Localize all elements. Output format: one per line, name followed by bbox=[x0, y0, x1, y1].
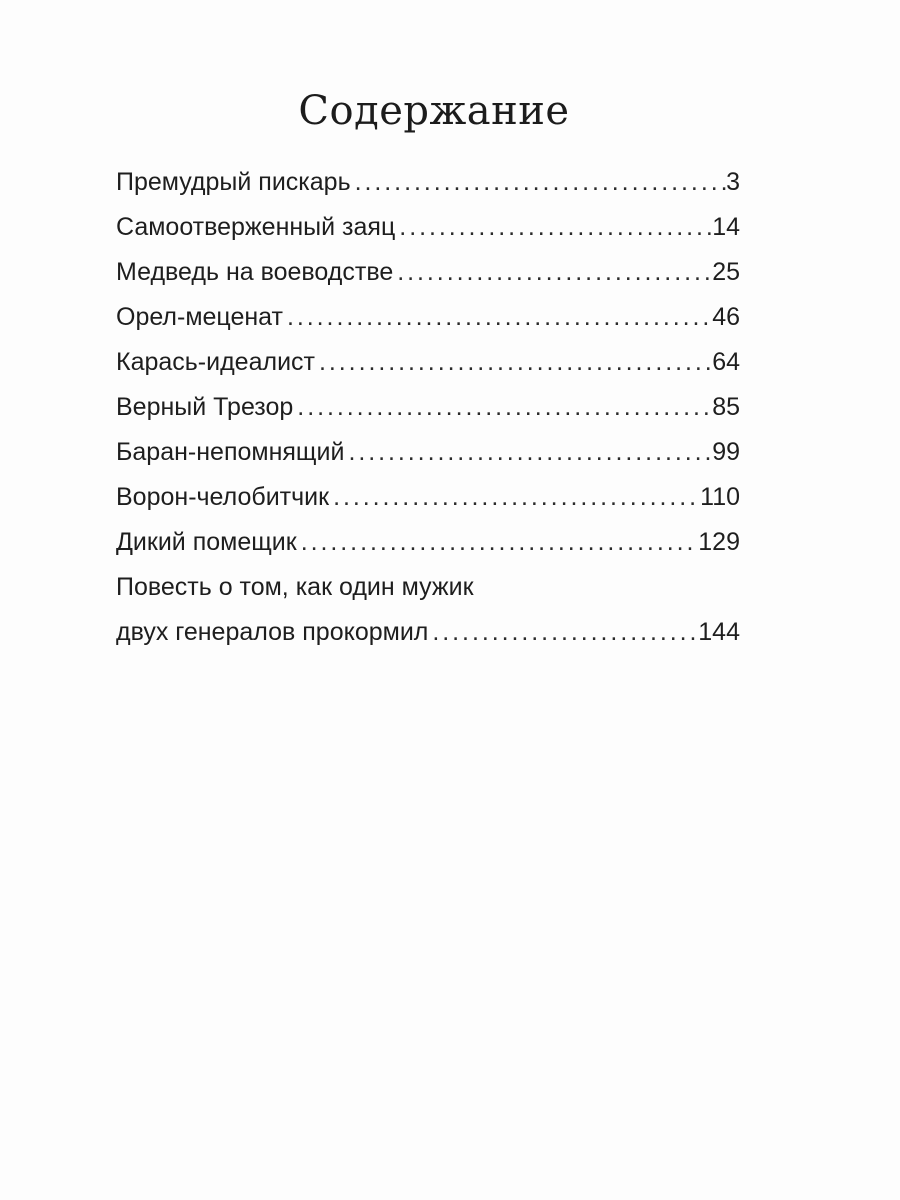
toc-leader-dots bbox=[428, 610, 698, 655]
toc-entry[interactable] bbox=[116, 160, 740, 205]
toc-entry[interactable] bbox=[116, 250, 740, 295]
toc-entry-title: Орел-меценат bbox=[116, 303, 283, 331]
toc-entry[interactable] bbox=[116, 475, 740, 520]
toc-entry-title: Самоотверженный заяц bbox=[116, 213, 396, 241]
toc-leader-dots bbox=[329, 475, 700, 520]
toc-entry-title-continued: двух генералов прокормил bbox=[116, 618, 429, 646]
toc-entry-title: Верный Трезор bbox=[116, 393, 294, 421]
toc-page-number: 85 bbox=[712, 393, 740, 421]
toc-page-number: 14 bbox=[712, 213, 740, 241]
toc-page-number: 99 bbox=[712, 438, 740, 466]
toc-entry[interactable] bbox=[116, 205, 740, 250]
toc-entry[interactable] bbox=[116, 340, 740, 385]
toc-leader-dots bbox=[293, 385, 712, 430]
toc-page-number: 129 bbox=[698, 528, 740, 556]
toc-entry-title: Повесть о том, как один мужик bbox=[116, 573, 474, 601]
toc-entry-line-2[interactable] bbox=[116, 610, 740, 655]
toc-entry-title: Ворон-челобитчик bbox=[116, 483, 330, 511]
toc-leader-dots bbox=[395, 205, 712, 250]
toc-page-number: 25 bbox=[712, 258, 740, 286]
toc-entry-title: Медведь на воеводстве bbox=[116, 258, 394, 286]
toc-leader-dots bbox=[351, 160, 726, 205]
toc-entry[interactable] bbox=[116, 430, 740, 475]
toc-entry-line-1[interactable] bbox=[116, 565, 740, 610]
toc-leader-dots bbox=[297, 520, 699, 565]
toc-leader-dots bbox=[283, 295, 712, 340]
table-of-contents bbox=[116, 160, 740, 655]
toc-page-number: 3 bbox=[726, 168, 740, 196]
page-title: Содержание bbox=[298, 88, 570, 134]
toc-page-number: 64 bbox=[712, 348, 740, 376]
toc-leader-dots bbox=[393, 250, 712, 295]
toc-entry-title: Баран-непомнящий bbox=[116, 438, 345, 466]
toc-leader-dots bbox=[344, 430, 712, 475]
toc-entry-title: Премудрый пискарь bbox=[116, 168, 351, 196]
toc-entry[interactable] bbox=[116, 295, 740, 340]
toc-entry-title: Карась-идеалист bbox=[116, 348, 315, 376]
toc-page-number: 144 bbox=[698, 618, 740, 646]
toc-leader-dots bbox=[315, 340, 712, 385]
toc-page-number: 110 bbox=[700, 483, 740, 511]
toc-entry[interactable] bbox=[116, 385, 740, 430]
toc-entry-title: Дикий помещик bbox=[116, 528, 297, 556]
toc-page-number: 46 bbox=[712, 303, 740, 331]
toc-entry[interactable] bbox=[116, 520, 740, 565]
